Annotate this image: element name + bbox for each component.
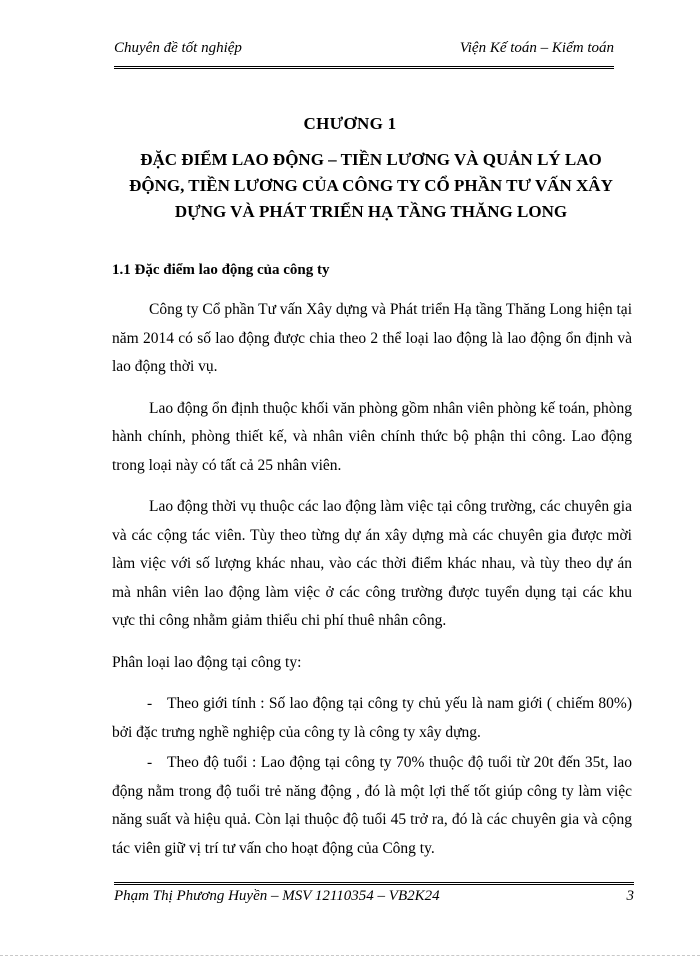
list-item <box>112 749 632 863</box>
section-heading: 1.1 Đặc điểm lao động của công ty <box>112 262 330 278</box>
list-item <box>112 690 632 747</box>
section-body <box>112 296 632 865</box>
page-number: 3 <box>626 888 634 904</box>
chapter-title: ĐẶC ĐIỂM LAO ĐỘNG – TIỀN LƯƠNG VÀ QUẢN LÝ LAO ĐỘNG, TIỀN LƯƠNG CỦA CÔNG TY CỔ PHẦN TƯ VẤN XÂY DỰNG VÀ PHÁT TRIỂN HẠ TẦNG THĂNG LONG <box>129 150 613 221</box>
bullet-dash: - <box>147 754 153 771</box>
classification-label: Phân loại lao động tại công ty: <box>112 653 302 671</box>
paragraph-2: Lao động ổn định thuộc khối văn phòng gồm nhân viên phòng kế toán, phòng hành chính, phòng thiết kế, và nhân viên chính thức bộ phận thi công. Lao động trong loại này có tất cả 25 nhân viên. <box>112 399 632 474</box>
paragraph-1: Công ty Cổ phần Tư vấn Xây dựng và Phát triển Hạ tầng Thăng Long hiện tại năm 2014 có số lao động được chia theo 2 thể loại lao động là lao động ổn định và lao động thời vụ. <box>112 301 632 375</box>
paragraph-3: Lao động thời vụ thuộc các lao động làm việc tại công trường, các chuyên gia và các cộng tác viên. Tùy theo từng dự án xây dựng mà các chuyên gia được mời làm việc với số lượng khác nhau, vào các thời điểm khác nhau, và tùy theo dự án mà nhân viên lao động làm việc ở các công trường được tuyển dụng tại các khu vực thi công nhằm giảm thiểu chi phí thuê nhân công. <box>112 498 632 629</box>
page-footer <box>114 882 634 905</box>
footer-author: Phạm Thị Phương Huyền – MSV 12110354 – VB2K24 <box>114 888 440 904</box>
page-header <box>114 40 614 69</box>
bullet-dash: - <box>147 695 153 712</box>
list-item-text: Theo độ tuổi : Lao động tại công ty 70% thuộc độ tuổi từ 20t đến 35t, lao động nằm trong độ tuổi trẻ năng động , đó là một lợi thế tốt giúp công ty làm việc năng suất và hiệu quả. Còn lại thuộc độ tuổi 45 trở ra, đó là các chuyên gia và cộng tác viên giữ vị trí tư vấn cho hoạt động của Công ty. <box>112 754 632 857</box>
list-item-text: Theo giới tính : Số lao động tại công ty chủ yếu là nam giới ( chiếm 80%) bởi đặc trưng nghề nghiệp của công ty là công ty xây dựng. <box>112 695 632 741</box>
classification-list <box>112 690 632 863</box>
header-right-text: Viện Kế toán – Kiểm toán <box>459 40 614 56</box>
header-left-text: Chuyên đề tốt nghiệp <box>114 40 242 56</box>
page-edge-divider <box>0 955 700 956</box>
chapter-number: CHƯƠNG 1 <box>303 114 397 133</box>
